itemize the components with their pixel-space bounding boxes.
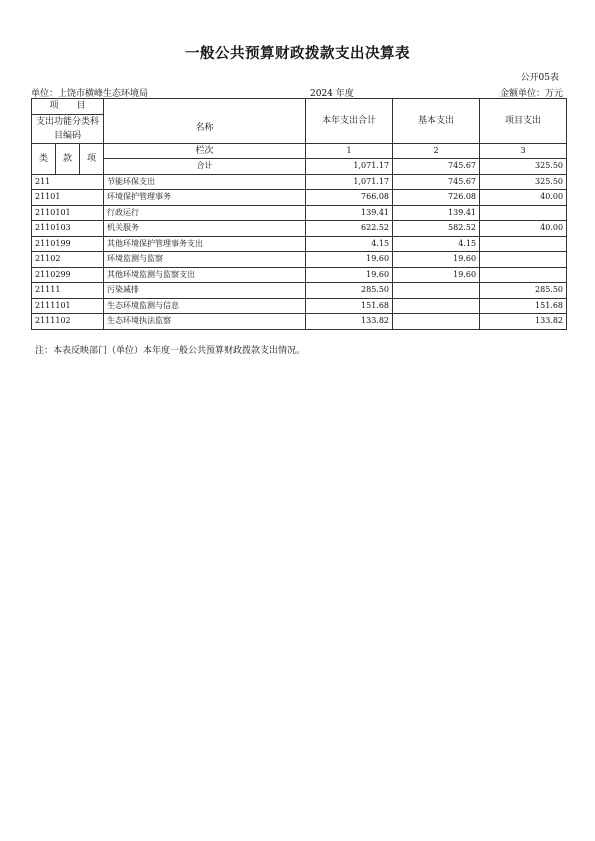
header-lei: 类 xyxy=(32,143,56,174)
row-basic: 582.52 xyxy=(393,221,480,237)
row-total: 151.68 xyxy=(306,298,393,314)
header-index-2: 2 xyxy=(393,143,480,159)
row-code: 211 xyxy=(32,174,104,190)
header-code-group: 支出功能分类科目编码 xyxy=(32,114,104,143)
sum-total: 1,071.17 xyxy=(306,159,393,175)
header-kuan: 款 xyxy=(56,143,80,174)
row-project: 40.00 xyxy=(480,221,567,237)
row-basic: 726.08 xyxy=(393,190,480,206)
page-title: 一般公共预算财政拨款支出决算表 xyxy=(185,46,410,62)
row-code: 2110101 xyxy=(32,205,104,221)
row-project: 285.50 xyxy=(480,283,567,299)
row-name: 生态环境监测与信息 xyxy=(104,298,306,314)
row-total: 766.08 xyxy=(306,190,393,206)
row-basic: 745.67 xyxy=(393,174,480,190)
row-code: 2110299 xyxy=(32,267,104,283)
header-xiang: 项 xyxy=(80,143,104,174)
row-project: 133.82 xyxy=(480,314,567,330)
header-row-label: 栏次 xyxy=(104,143,306,159)
row-project xyxy=(480,267,567,283)
header-index-1: 1 xyxy=(306,143,393,159)
sum-basic: 745.67 xyxy=(393,159,480,175)
row-project xyxy=(480,252,567,268)
row-name: 生态环境执法监察 xyxy=(104,314,306,330)
header-item: 项 目 xyxy=(32,99,104,115)
row-name: 节能环保支出 xyxy=(104,174,306,190)
row-project: 325.50 xyxy=(480,174,567,190)
row-code: 21101 xyxy=(32,190,104,206)
row-code: 21111 xyxy=(32,283,104,299)
row-project: 151.68 xyxy=(480,298,567,314)
row-name: 环境保护管理事务 xyxy=(104,190,306,206)
header-total: 本年支出合计 xyxy=(306,99,393,144)
row-total: 4.15 xyxy=(306,236,393,252)
row-name: 行政运行 xyxy=(104,205,306,221)
row-project: 40.00 xyxy=(480,190,567,206)
row-name: 其他环境监测与监察支出 xyxy=(104,267,306,283)
row-total: 133.82 xyxy=(306,314,393,330)
footnote: 注：本表反映部门（单位）本年度一般公共预算财政拨款支出情况。 xyxy=(35,346,306,356)
header-blank xyxy=(104,99,306,115)
sum-project: 325.50 xyxy=(480,159,567,175)
row-name: 环境监测与监察 xyxy=(104,252,306,268)
meta-line xyxy=(31,86,565,98)
table-row xyxy=(32,205,567,221)
row-basic xyxy=(393,314,480,330)
row-basic: 4.15 xyxy=(393,236,480,252)
row-code: 2110103 xyxy=(32,221,104,237)
header-index-3: 3 xyxy=(480,143,567,159)
year-label: 2024 年度 xyxy=(310,89,354,99)
table-row xyxy=(32,252,567,268)
sum-label: 合计 xyxy=(104,159,306,175)
row-code: 2110199 xyxy=(32,236,104,252)
header-basic: 基本支出 xyxy=(393,99,480,144)
header-project: 项目支出 xyxy=(480,99,567,144)
row-total: 139.41 xyxy=(306,205,393,221)
row-project xyxy=(480,205,567,221)
row-name: 机关服务 xyxy=(104,221,306,237)
row-name: 其他环境保护管理事务支出 xyxy=(104,236,306,252)
row-basic: 19.60 xyxy=(393,267,480,283)
table-row xyxy=(32,190,567,206)
table-row xyxy=(32,298,567,314)
row-basic xyxy=(393,298,480,314)
row-total: 19.60 xyxy=(306,267,393,283)
row-basic: 19.60 xyxy=(393,252,480,268)
row-total: 622.52 xyxy=(306,221,393,237)
form-number: 公开05表 xyxy=(520,73,559,83)
row-basic xyxy=(393,283,480,299)
table-row xyxy=(32,267,567,283)
row-basic: 139.41 xyxy=(393,205,480,221)
unit-label: 单位：上饶市横峰生态环境局 xyxy=(31,89,149,99)
header-name: 名称 xyxy=(104,114,306,143)
expenditure-table xyxy=(31,98,567,330)
row-code: 2111101 xyxy=(32,298,104,314)
table-row xyxy=(32,314,567,330)
table-row xyxy=(32,283,567,299)
row-code: 2111102 xyxy=(32,314,104,330)
row-code: 21102 xyxy=(32,252,104,268)
money-unit-label: 金额单位：万元 xyxy=(499,89,563,99)
table-row xyxy=(32,174,567,190)
row-total: 1,071.17 xyxy=(306,174,393,190)
row-project xyxy=(480,236,567,252)
row-total: 285.50 xyxy=(306,283,393,299)
table-row xyxy=(32,221,567,237)
table-row xyxy=(32,236,567,252)
row-total: 19.60 xyxy=(306,252,393,268)
row-name: 污染减排 xyxy=(104,283,306,299)
